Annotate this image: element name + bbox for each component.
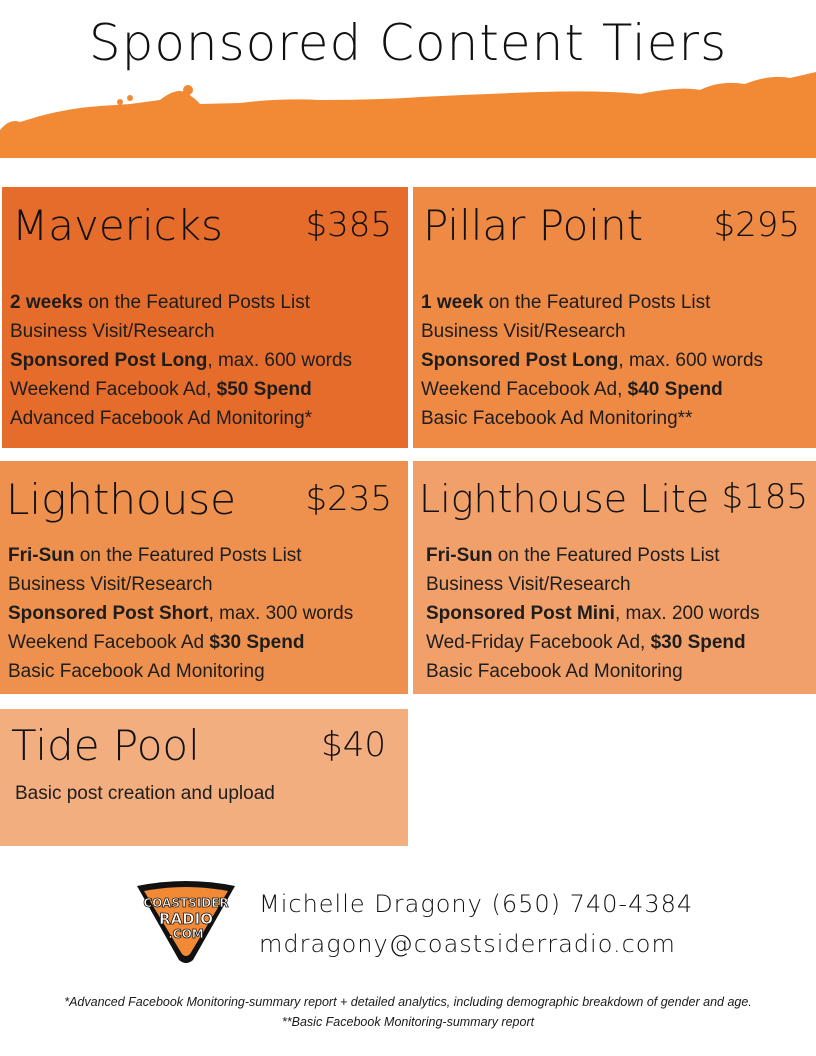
tier-features bbox=[421, 288, 763, 433]
tier-feature-line bbox=[10, 404, 352, 433]
footnote-advanced: *Advanced Facebook Monitoring-summary report + detailed analytics, including demographic breakdown of gender and age. bbox=[64, 995, 752, 1009]
tier-price: $295 bbox=[713, 205, 800, 245]
tier-feature-line bbox=[426, 541, 760, 570]
feature-text: , max. 600 words bbox=[618, 350, 764, 371]
page-title: Sponsored Content Tiers bbox=[88, 14, 728, 72]
tier-price: $235 bbox=[305, 479, 392, 519]
feature-highlight: $30 Spend bbox=[209, 632, 305, 653]
feature-text: , max. 600 words bbox=[207, 350, 353, 371]
feature-text: on the Featured Posts List bbox=[82, 292, 310, 313]
tier-card-lighthouse bbox=[0, 461, 408, 694]
tier-price: $40 bbox=[321, 725, 386, 765]
tier-feature-line bbox=[426, 628, 760, 657]
contact-phone: Michelle Dragony (650) 740-4384 bbox=[259, 890, 694, 918]
coastsider-radio-logo bbox=[133, 880, 239, 964]
tier-feature-line bbox=[8, 628, 353, 657]
tier-feature-line bbox=[8, 541, 353, 570]
coastline-skyline-graphic bbox=[0, 70, 816, 160]
tier-feature-line bbox=[426, 657, 760, 686]
tier-name: Mavericks bbox=[12, 201, 223, 250]
feature-highlight: $40 Spend bbox=[627, 379, 723, 400]
feature-text: Basic Facebook Ad Monitoring bbox=[8, 661, 265, 682]
feature-text: Weekend Facebook Ad, bbox=[421, 379, 628, 400]
tier-feature-line bbox=[8, 599, 353, 628]
tier-feature-line bbox=[426, 599, 760, 628]
tier-features bbox=[15, 779, 275, 808]
feature-text: Basic Facebook Ad Monitoring** bbox=[421, 408, 693, 429]
tier-feature-line bbox=[10, 317, 352, 346]
feature-highlight: 2 weeks bbox=[10, 292, 83, 313]
tier-feature-line bbox=[10, 346, 352, 375]
footnotes bbox=[0, 992, 816, 1032]
tier-card-mavericks bbox=[2, 187, 408, 448]
tier-name: Tide Pool bbox=[11, 721, 200, 770]
feature-text: Basic post creation and upload bbox=[15, 783, 275, 804]
feature-text: Business Visit/Research bbox=[8, 574, 213, 595]
tier-name: Lighthouse bbox=[6, 475, 237, 524]
tier-feature-line bbox=[421, 317, 763, 346]
tier-feature-line bbox=[421, 288, 763, 317]
footnote-basic: **Basic Facebook Monitoring-summary report bbox=[281, 1015, 535, 1029]
feature-text: Basic Facebook Ad Monitoring bbox=[426, 661, 683, 682]
feature-text: Weekend Facebook Ad bbox=[8, 632, 210, 653]
feature-highlight: Sponsored Post Long bbox=[10, 350, 208, 371]
feature-text: Business Visit/Research bbox=[426, 574, 631, 595]
tier-feature-line bbox=[421, 404, 763, 433]
feature-highlight: $30 Spend bbox=[650, 632, 746, 653]
tier-features bbox=[8, 541, 353, 686]
feature-text: Business Visit/Research bbox=[10, 321, 215, 342]
feature-text: , max. 300 words bbox=[208, 603, 354, 624]
feature-text: , max. 200 words bbox=[614, 603, 760, 624]
tier-name: Pillar Point bbox=[423, 201, 644, 250]
tier-card-pillar-point bbox=[413, 187, 816, 448]
feature-text: on the Featured Posts List bbox=[483, 292, 711, 313]
feature-text: Wed-Friday Facebook Ad, bbox=[426, 632, 651, 653]
feature-highlight: 1 week bbox=[421, 292, 484, 313]
feature-text: Weekend Facebook Ad, bbox=[10, 379, 217, 400]
tier-feature-line bbox=[10, 288, 352, 317]
tier-feature-line bbox=[8, 657, 353, 686]
feature-text: on the Featured Posts List bbox=[74, 545, 302, 566]
contact-email[interactable]: mdragony@coastsiderradio.com bbox=[259, 930, 676, 958]
feature-text: Business Visit/Research bbox=[421, 321, 626, 342]
feature-highlight: Sponsored Post Mini bbox=[426, 603, 615, 624]
feature-highlight: Fri-Sun bbox=[8, 545, 75, 566]
feature-highlight: Fri-Sun bbox=[426, 545, 493, 566]
tier-price: $185 bbox=[721, 477, 808, 517]
tier-features bbox=[10, 288, 352, 433]
tier-card-lighthouse-lite bbox=[413, 461, 816, 694]
feature-highlight: Sponsored Post Short bbox=[8, 603, 209, 624]
tier-card-tide-pool bbox=[0, 709, 408, 846]
tier-feature-line bbox=[10, 375, 352, 404]
tier-feature-line bbox=[421, 346, 763, 375]
tier-features bbox=[426, 541, 760, 686]
contact-block bbox=[259, 884, 693, 964]
tier-feature-line bbox=[15, 779, 275, 808]
feature-highlight: Sponsored Post Long bbox=[421, 350, 619, 371]
logo-line3: .COM bbox=[168, 927, 204, 941]
feature-highlight: $50 Spend bbox=[216, 379, 312, 400]
tier-name: Lighthouse Lite bbox=[419, 477, 710, 521]
feature-text: on the Featured Posts List bbox=[492, 545, 720, 566]
logo-line2: RADIO bbox=[159, 910, 213, 928]
tier-price: $385 bbox=[305, 205, 392, 245]
tier-feature-line bbox=[421, 375, 763, 404]
tier-feature-line bbox=[8, 570, 353, 599]
logo-line1: COASTSIDER bbox=[143, 896, 229, 910]
tier-feature-line bbox=[426, 570, 760, 599]
feature-text: Advanced Facebook Ad Monitoring* bbox=[10, 408, 313, 429]
